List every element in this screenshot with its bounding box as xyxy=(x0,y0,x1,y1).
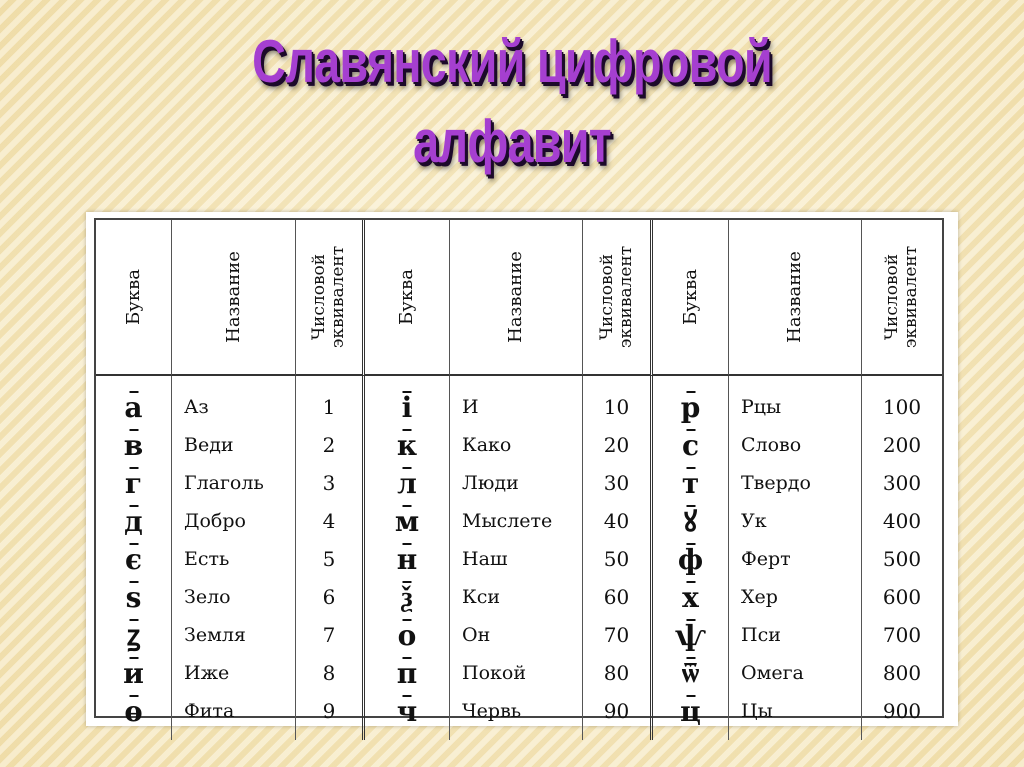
letter-name: Пси xyxy=(741,624,781,646)
numeric-value: 8 xyxy=(322,661,336,685)
header-name-label: Название xyxy=(222,251,244,343)
numeric-value: 80 xyxy=(603,661,630,685)
letter-glyph: р xyxy=(653,388,728,426)
letter-name: Иже xyxy=(184,662,230,684)
header-value-label xyxy=(310,246,348,348)
name-column xyxy=(172,376,296,740)
letter-glyph: в xyxy=(96,426,171,464)
header-value xyxy=(583,220,653,376)
numeric-value: 6 xyxy=(322,585,336,609)
letter-name: Рцы xyxy=(741,396,782,418)
header-value xyxy=(296,220,365,376)
slide-title-line2: алфавит xyxy=(413,108,611,175)
header-value-line1: Числовой xyxy=(882,253,902,341)
header-letter-label: Буква xyxy=(396,269,417,325)
header-name xyxy=(172,220,296,376)
value-column xyxy=(862,376,942,740)
numeric-value: 900 xyxy=(882,699,922,723)
letter-name: Ферт xyxy=(741,548,791,570)
letter-glyph: ц xyxy=(653,692,728,730)
letter-glyph: ꙁ xyxy=(96,616,171,654)
numeric-value: 1 xyxy=(322,395,336,419)
letter-name: Цы xyxy=(741,700,773,722)
numeric-value: 10 xyxy=(603,395,630,419)
letter-name: Добро xyxy=(184,510,246,532)
letter-glyph: ѱ xyxy=(653,616,728,654)
letter-glyph: л xyxy=(365,464,449,502)
numeric-value: 100 xyxy=(882,395,922,419)
numeric-value: 3 xyxy=(322,471,336,495)
header-letter xyxy=(96,220,172,376)
letter-glyph: п xyxy=(365,654,449,692)
numeric-value: 20 xyxy=(603,433,630,457)
header-value-line2: эквивалент xyxy=(328,245,348,349)
numeric-value: 60 xyxy=(603,585,630,609)
letter-glyph: т xyxy=(653,464,728,502)
numeric-value: 2 xyxy=(322,433,336,457)
letter-name: И xyxy=(462,396,479,418)
letter-column xyxy=(96,376,172,740)
letter-name: Наш xyxy=(462,548,508,570)
header-name xyxy=(729,220,862,376)
letter-name: Аз xyxy=(184,396,209,418)
letter-glyph: ѳ xyxy=(96,692,171,730)
numeric-value: 9 xyxy=(322,699,336,723)
numeric-value: 300 xyxy=(882,471,922,495)
letter-name: Покой xyxy=(462,662,526,684)
numeric-value: 50 xyxy=(603,547,630,571)
letter-glyph: м xyxy=(365,502,449,540)
table-grid xyxy=(94,218,944,728)
letter-name: Люди xyxy=(462,472,519,494)
header-value-label xyxy=(598,246,636,348)
header-value xyxy=(862,220,942,376)
letter-name: Зело xyxy=(184,586,231,608)
letter-glyph: ч xyxy=(365,692,449,730)
header-letter-label: Буква xyxy=(679,269,701,325)
letter-glyph: є xyxy=(96,540,171,578)
letter-name: Омега xyxy=(741,662,804,684)
value-column xyxy=(583,376,653,740)
value-column xyxy=(296,376,365,740)
header-letter xyxy=(653,220,729,376)
numeric-value: 200 xyxy=(882,433,922,457)
numeric-value: 40 xyxy=(603,509,630,533)
letter-glyph: ѿ xyxy=(653,654,728,692)
numeric-value: 5 xyxy=(322,547,336,571)
numeric-value: 400 xyxy=(882,509,922,533)
header-value-line1: Числовой xyxy=(596,253,617,341)
header-name-label: Название xyxy=(784,251,805,343)
letter-name: Кси xyxy=(462,586,501,608)
numeric-value: 7 xyxy=(322,623,336,647)
numeric-value: 700 xyxy=(882,623,922,647)
header-value-label xyxy=(883,246,921,348)
header-value-line1: Числовой xyxy=(309,253,329,341)
letter-name: Он xyxy=(462,624,491,646)
numeric-value: 4 xyxy=(322,509,336,533)
letter-glyph: ꙋ xyxy=(653,502,728,540)
letter-name: Слово xyxy=(741,434,802,456)
letter-glyph: д xyxy=(96,502,171,540)
letter-name: Червь xyxy=(462,700,522,722)
header-name-label: Название xyxy=(505,251,526,343)
letter-glyph: а xyxy=(96,388,171,426)
header-name xyxy=(450,220,583,376)
letter-name: Како xyxy=(462,434,512,456)
header-value-line2: эквивалент xyxy=(615,245,636,349)
letter-name: Ук xyxy=(741,510,767,532)
letter-glyph: ѕ xyxy=(96,578,171,616)
letter-name: Есть xyxy=(184,548,230,570)
numeric-value: 500 xyxy=(882,547,922,571)
name-column xyxy=(450,376,583,740)
slide-title-line1: Славянский цифровой xyxy=(252,28,772,95)
letter-name: Твердо xyxy=(741,472,811,494)
letter-glyph: с xyxy=(653,426,728,464)
numeric-value: 800 xyxy=(882,661,922,685)
letter-name: Земля xyxy=(184,624,246,646)
letter-glyph: к xyxy=(365,426,449,464)
numeric-value: 90 xyxy=(603,699,630,723)
letter-glyph: г xyxy=(96,464,171,502)
letter-glyph: і xyxy=(365,388,449,426)
numeric-value: 70 xyxy=(603,623,630,647)
letter-glyph: о xyxy=(365,616,449,654)
letter-glyph: и xyxy=(96,654,171,692)
letter-name: Веди xyxy=(184,434,234,456)
numeric-value: 600 xyxy=(882,585,922,609)
header-letter xyxy=(365,220,450,376)
letter-glyph: ф xyxy=(653,540,728,578)
name-column xyxy=(729,376,862,740)
letter-glyph: ѯ xyxy=(365,578,449,616)
header-letter-label: Буква xyxy=(122,269,144,325)
letter-glyph: х xyxy=(653,578,728,616)
header-value-line2: эквивалент xyxy=(901,245,921,349)
letter-column xyxy=(365,376,450,740)
letter-name: Мыслете xyxy=(462,510,553,532)
slavonic-numerals-table xyxy=(86,212,958,726)
letter-name: Глаголь xyxy=(184,472,264,494)
letter-column xyxy=(653,376,729,740)
letter-glyph: н xyxy=(365,540,449,578)
numeric-value: 30 xyxy=(603,471,630,495)
letter-name: Фита xyxy=(184,700,235,722)
letter-name: Хер xyxy=(741,586,778,608)
